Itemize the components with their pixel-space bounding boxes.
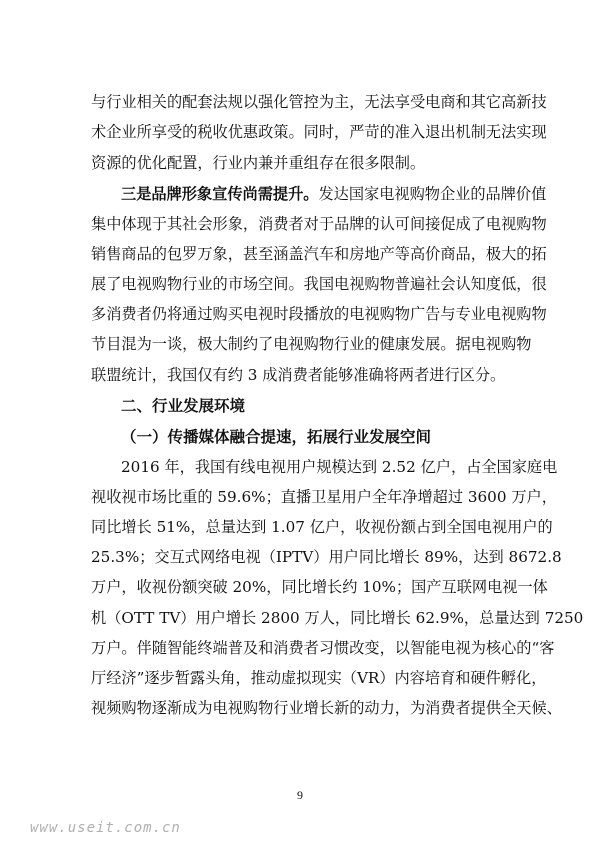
paragraph-2-line-2: 集中体现于其社会形象，消费者对于品牌的认可间接促成了电视购物 [91, 215, 547, 233]
paragraph-2-line-7: 联盟统计，我国仅有约 3 成消费者能够准确将两者进行区分。 [91, 366, 506, 384]
paragraph-3-line-5: 万户，收视份额突破 20%，同比增长约 10%；国产互联网电视一体 [91, 578, 548, 596]
paragraph-3-line-7: 万户。伴随智能终端普及和消费者习惯改变，以智能电视为核心的“客 [91, 639, 555, 657]
watermark: www.useit.com.cn [30, 820, 181, 836]
paragraph-3-line-9: 视频购物逐渐成为电视购物行业增长新的动力，为消费者提供全天候、 [91, 699, 562, 717]
paragraph-2-line-4: 展了电视购物行业的市场空间。我国电视购物普遍社会认知度低，很 [91, 275, 547, 293]
paragraph-2-lead: 三是品牌形象宣传尚需提升。 [121, 185, 319, 203]
paragraph-1-line-2: 术企业所享受的税收优惠政策。同时，严苛的准入退出机制无法实现 [91, 123, 547, 141]
paragraph-2-line-3: 销售商品的包罗万象，甚至涵盖汽车和房地产等高价商品，极大的拓 [91, 245, 547, 263]
sub-heading: （一）传播媒体融合提速，拓展行业发展空间 [121, 428, 432, 446]
paragraph-3-line-2: 视收视市场比重的 59.6%；直播卫星用户全年净增超过 3600 万户， [91, 488, 557, 506]
paragraph-3-line-3: 同比增长 51%，总量达到 1.07 亿户，收视份额占到全国电视用户的 [91, 518, 553, 536]
paragraph-1-line-3: 资源的优化配置，行业内兼并重组存在很多限制。 [91, 154, 426, 172]
paragraph-3-line-6: 机（OTT TV）用户增长 2800 万人，同比增长 62.9%，总量达到 7250 [91, 609, 584, 627]
paragraph-3-line-1: 2016 年，我国有线电视用户规模达到 2.52 亿户，占全国家庭电 [121, 458, 558, 476]
paragraph-2-line-1 [121, 184, 547, 204]
page-number: 9 [297, 788, 303, 802]
paragraph-3-line-4: 25.3%；交互式网络电视（IPTV）用户同比增长 89%，达到 8672.8 [91, 548, 562, 566]
paragraph-3-line-8: 厅经济”逐步暂露头角，推动虚拟现实（VR）内容培育和硬件孵化， [91, 669, 547, 687]
paragraph-2-line-1-rest: 发达国家电视购物企业的品牌价值 [318, 185, 547, 203]
paragraph-1-line-1: 与行业相关的配套法规以强化管控为主，无法享受电商和其它高新技 [91, 93, 547, 111]
paragraph-2-line-6: 节目混为一谈，极大制约了电视购物行业的健康发展。据电视购物 [91, 335, 532, 353]
section-heading: 二、行业发展环境 [121, 397, 246, 415]
paragraph-2-line-5: 多消费者仍将通过购买电视时段播放的电视购物广告与专业电视购物 [91, 305, 547, 323]
